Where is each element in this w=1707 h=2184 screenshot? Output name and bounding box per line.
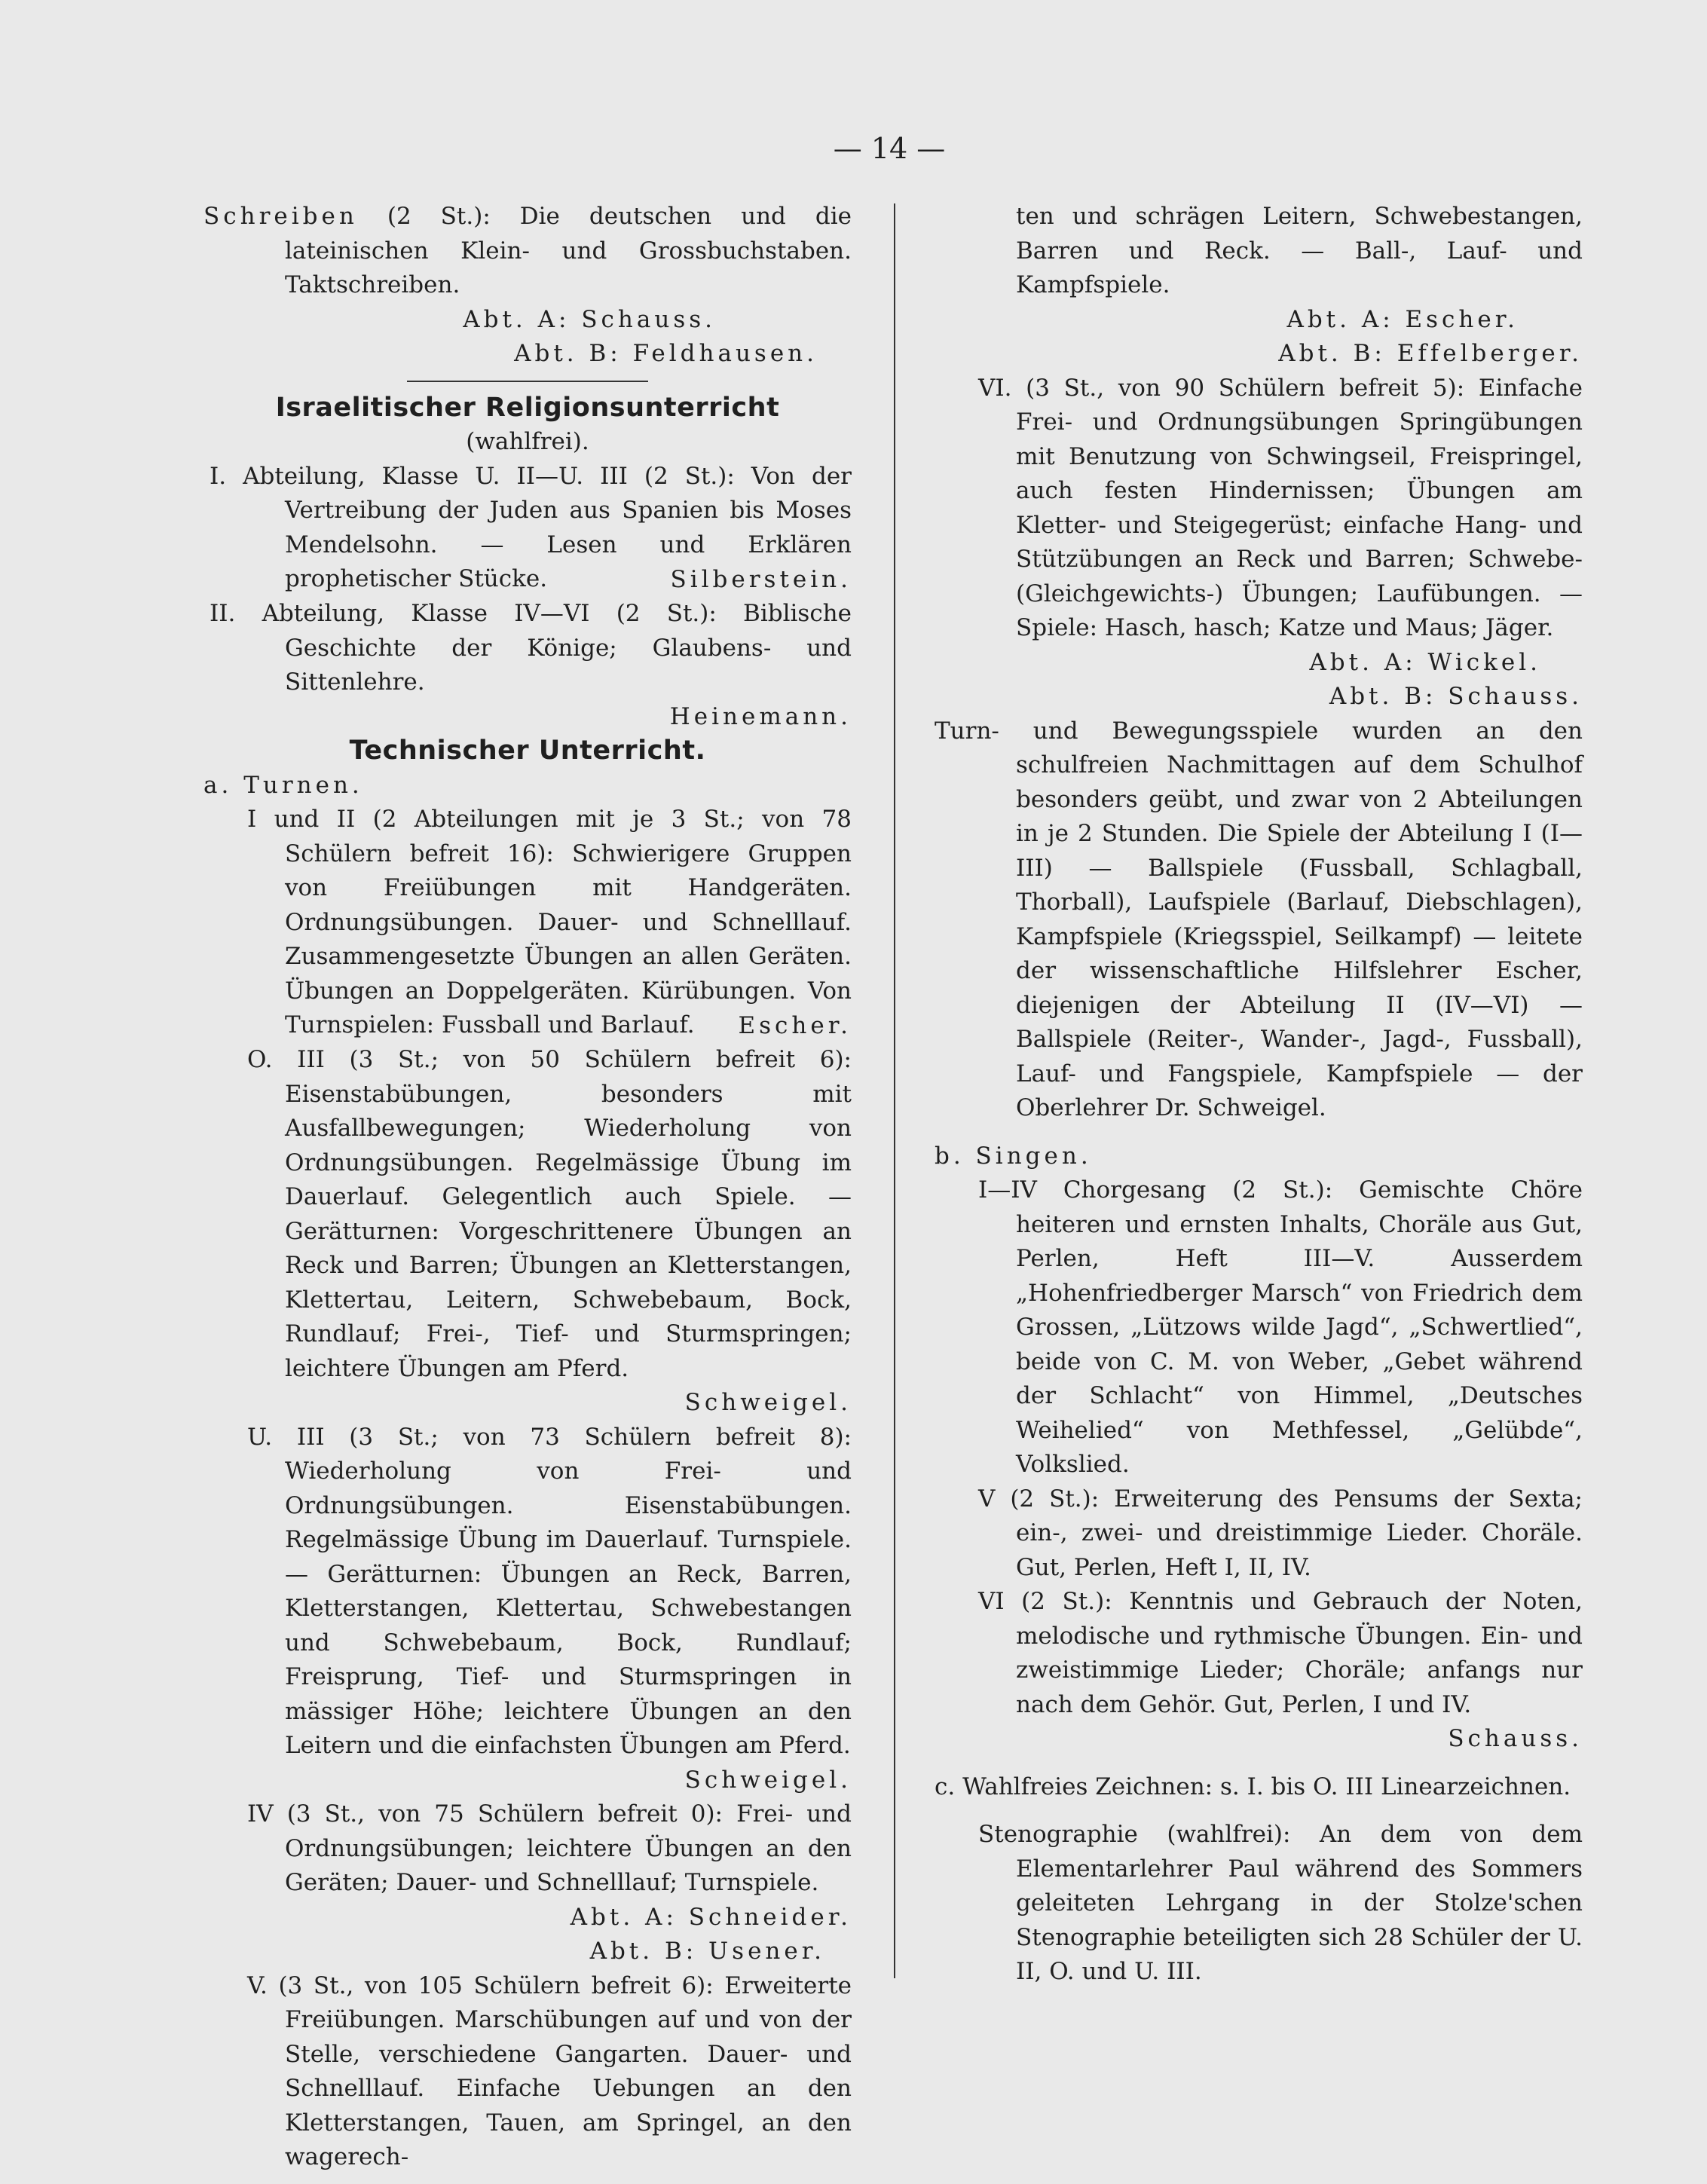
zeichnen-paragraph: c. Wahlfreies Zeichnen: s. I. bis O. III Linearzeichnen. <box>935 1773 1571 1800</box>
turnen-klasse-1-2: I und II (2 Abteilungen mit je 3 St.; von 78 Schülern befreit 16): Schwierigere Gruppen von Freiübungen mit Handgeräten. Ordnungsübungen. Dauer- und Schnelllauf. Zusammengesetzte Übungen an allen Geräten. Übungen an Doppelgeräten. Kürübungen. Von Turnspielen: Fussball und Barlauf. <box>247 806 852 1038</box>
turnen-klasse-5-continued: ten und schrägen Leitern, Schwebestangen, Barren und Reck. — Ball-, Lauf- und Kampfspiele. <box>1016 203 1583 298</box>
israelitischer-subheading: (wahlfrei). <box>466 428 589 455</box>
section-rule <box>407 381 648 382</box>
singen-chorgesang: I—IV Chorgesang (2 St.): Gemischte Chöre heiteren und ernsten Inhalts, Choräle aus Gut, Perlen, Heft III—V. Ausserdem „Hohenfriedberger Marsch“ von Friedrich dem Grossen, „Lützows wilde Jagd“, „Schwertlied“, beide von C. M. von Weber, „Gebet während der Schlacht“ von Himmel, „Deutsches Weihelied“ von Methfessel, „Gelübde“, Volkslied. <box>978 1176 1583 1478</box>
schreiben-abt-b: Abt. B: Feldhausen. <box>514 340 818 367</box>
turnen-klasse-6-abt-a: Abt. A: Wickel. <box>1309 648 1541 676</box>
spacer <box>935 1804 1583 1818</box>
turnen-klasse-6: VI. (3 St., von 90 Schülern befreit 5): Einfache Frei- und Ordnungsübungen Springübungen mit Benutzung von Schwingseil, Freispringel, auch festen Hindernissen; Übungen am Kletter- und Steigegerüst; einfache Hang- und Stützübungen an Reck und Barren; Schwebe- (Gleichgewichts-) Übungen; Laufübungen. — Spiele: Hasch, hasch; Katze und Maus; Jäger. <box>978 374 1583 641</box>
turnen-teacher-3: Schweigel. <box>684 1766 852 1794</box>
turnen-teacher-1: Escher. <box>738 1011 852 1039</box>
technischer-heading: Technischer Unterricht. <box>349 736 706 766</box>
stenographie-paragraph: Stenographie (wahlfrei): An dem von dem Elementarlehrer Paul während des Sommers geleiteten Lehrgang in der Stolze'schen Stenographie beteiligten sich 28 Schüler der U. II, O. und U. III. <box>978 1821 1583 1985</box>
spacer <box>935 1126 1583 1139</box>
singen-label: b. Singen. <box>935 1142 1092 1170</box>
bewegungsspiele-paragraph: Turn- und Bewegungsspiele wurden an den schulfreien Nachmittagen auf dem Schulhof besonders geübt, und zwar von 2 Abteilungen in je 2 Stunden. Die Spiele der Abteilung I (I—III) — Ballspiele (Fussball, Schlagball, Thorball), Laufspiele (Barlauf, Diebschlagen), Kampfspiele (Kriegsspiel, Seilkampf) — leitete der wissenschaftliche Hilfslehrer Escher, diejenigen der Abteilung II (IV—VI) — Ballspiele (Reiter-, Wander-, Jagd-, Fussball), Lauf- und Fangspiele, Kampfspiele — der Oberlehrer Dr. Schweigel. <box>935 717 1583 1121</box>
turnen-klasse-o3: O. III (3 St.; von 50 Schülern befreit 6): Eisenstabübungen, besonders mit Ausfallbewegungen; Wiederholung von Ordnungsübungen. Regelmässige Übung im Dauerlauf. Gelegentlich auch Spiele. — Gerätturnen: Vorgeschrittenere Übungen an Reck und Barren; Übungen an Kletterstangen, Klettertau, Leitern, Schwebebaum, Bock, Rundlauf; Frei-, Tief- und Sturmspringen; leichtere Übungen am Pferd. <box>247 1046 852 1382</box>
turnen-klasse-5-abt-b: Abt. B: Effelberger. <box>1278 340 1583 367</box>
turnen-klasse-5-abt-a: Abt. A: Escher. <box>1286 305 1519 333</box>
singen-klasse-5: V (2 St.): Erweiterung des Pensums der Sexta; ein-, zwei- und dreistimmige Lieder. Choräle. Gut, Perlen, Heft I, II, IV. <box>978 1485 1583 1581</box>
israelitischer-teacher-2: Heinemann. <box>669 702 852 730</box>
schreiben-paragraph <box>203 200 852 303</box>
spacer <box>935 1757 1583 1770</box>
turnen-klasse-4-abt-a: Abt. A: Schneider. <box>570 1903 852 1931</box>
turnen-klasse-6-abt-b: Abt. B: Schauss. <box>1329 683 1583 710</box>
page-number: — 14 — <box>833 132 946 165</box>
schreiben-label: Schreiben <box>203 203 358 230</box>
singen-teacher: Schauss. <box>1448 1725 1583 1752</box>
turnen-teacher-2: Schweigel. <box>684 1389 852 1416</box>
left-column <box>203 200 852 2175</box>
israelitischer-abteilung-1: I. Abteilung, Klasse U. II—U. III (2 St.): Von der Vertreibung der Juden aus Spanien bis Moses Mendelsohn. — Lesen und Erklären prophetischer Stücke. <box>210 462 852 592</box>
turnen-label: a. Turnen. <box>203 771 363 799</box>
singen-klasse-6: VI (2 St.): Kenntnis und Gebrauch der Noten, melodische und rythmische Übungen. Ein- und zweistimmige Lieder; Choräle; anfangs nur nach dem Gehör. Gut, Perlen, I und IV. <box>978 1588 1583 1718</box>
israelitischer-teacher-1: Silberstein. <box>670 565 852 593</box>
turnen-klasse-4: IV (3 St., von 75 Schülern befreit 0): Frei- und Ordnungsübungen; leichtere Übungen an den Geräten; Dauer- und Schnelllauf; Turnspiele. <box>247 1800 852 1896</box>
schreiben-abt-a: Abt. A: Schauss. <box>463 305 716 333</box>
israelitischer-abteilung-2: II. Abteilung, Klasse IV—VI (2 St.): Biblische Geschichte der Könige; Glaubens- und Sittenlehre. <box>210 600 852 696</box>
turnen-klasse-u3: U. III (3 St.; von 73 Schülern befreit 8): Wiederholung von Frei- und Ordnungsübungen. Eisenstabübungen. Regelmässige Übung im Dauerlauf. Turnspiele. — Gerätturnen: Übungen an Reck, Barren, Kletterstangen, Klettertau, Schwebestangen und Schwebebaum, Bock, Rundlauf; Freisprung, Tief- und Sturmspringen in mässiger Höhe; leichtere Übungen an den Leitern und die einfachsten Übungen am Pferd. <box>247 1423 852 1759</box>
israelitischer-heading: Israelitischer Religionsunterricht <box>275 392 780 423</box>
column-divider <box>894 203 895 1978</box>
turnen-klasse-5: V. (3 St., von 105 Schülern befreit 6): Erweiterte Freiübungen. Marschübungen auf und von der Stelle, verschiedene Gangarten. Dauer- und Schnelllauf. Einfache Uebungen an den Kletterstangen, Tauen, am Springel, an den wagerech- <box>247 1971 852 2170</box>
right-column <box>935 200 1583 1990</box>
turnen-klasse-4-abt-b: Abt. B: Usener. <box>589 1938 825 1965</box>
schreiben-text: (2 St.): Die deutschen und die lateinischen Klein- und Grossbuchstaben. Taktschreiben. <box>285 203 852 298</box>
